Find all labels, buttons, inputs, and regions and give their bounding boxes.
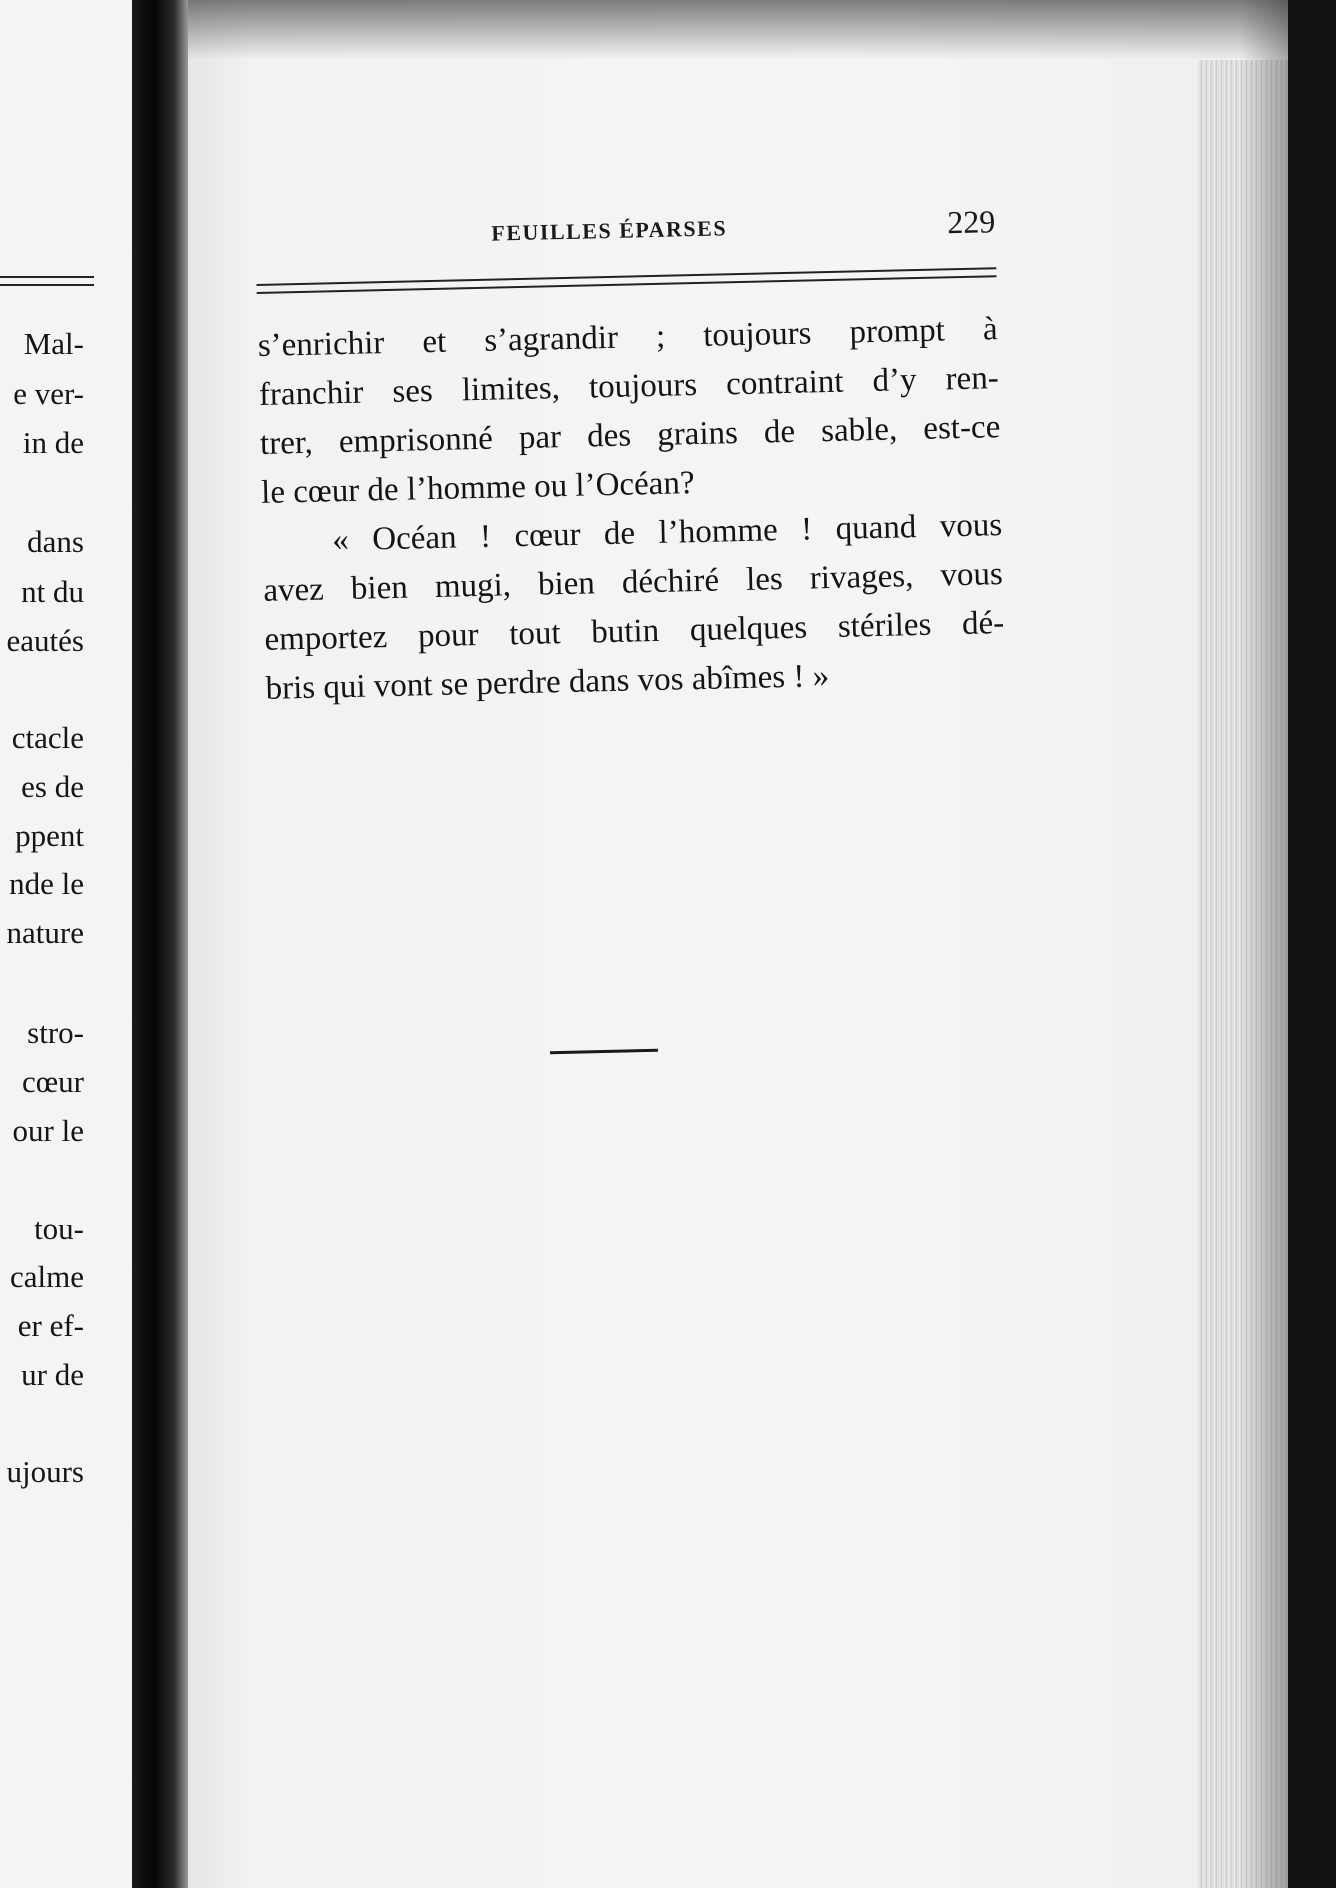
left-line: ctacle xyxy=(11,720,84,755)
left-line: stro- xyxy=(27,1015,84,1050)
left-header-rule xyxy=(0,276,94,286)
left-page xyxy=(0,0,132,1888)
text-line-content: le cœur de l’homme ou l’Océan? xyxy=(260,465,695,511)
book-gutter xyxy=(132,0,188,1888)
left-line: nt du xyxy=(21,574,84,609)
outer-shadow xyxy=(1240,0,1288,1888)
top-shadow xyxy=(188,0,1288,60)
left-line: cœur xyxy=(22,1064,84,1099)
text-line-content: bris qui vont se perdre dans vos abîmes ! » xyxy=(265,658,830,707)
left-line: eautés xyxy=(6,623,84,658)
text-line-content: franchir ses limites, toujours contraint d’y ren- xyxy=(258,360,1000,413)
left-line: Mal- xyxy=(23,326,84,361)
left-line: ujours xyxy=(6,1454,84,1489)
left-line: ppent xyxy=(15,818,84,853)
left-line: nde le xyxy=(9,866,84,901)
text-line-content: avez bien mugi, bien déchiré les rivages, vous xyxy=(263,556,1004,609)
page-content xyxy=(255,203,1006,714)
body-text xyxy=(257,305,1006,714)
left-line: our le xyxy=(12,1113,84,1148)
left-line: tou- xyxy=(34,1211,84,1246)
page-number: 229 xyxy=(946,203,996,241)
text-line-content: s’enrichir et s’agrandir ; toujours prompt à xyxy=(257,311,998,364)
text-line-content: trer, emprisonné par des grains de sable, est-ce xyxy=(259,409,1001,462)
left-line: nature xyxy=(6,915,84,950)
left-line: ur de xyxy=(21,1357,84,1392)
text-line-content: emportez pour tout butin quelques stériles dé- xyxy=(264,605,1005,658)
text-line-content: « Océan ! cœur de l’homme ! quand vous xyxy=(331,507,1003,559)
running-title: FEUILLES ÉPARSES xyxy=(491,215,728,246)
header-double-rule xyxy=(256,267,996,294)
left-line: e ver- xyxy=(13,376,84,411)
left-line: calme xyxy=(9,1259,84,1294)
left-line: er ef- xyxy=(17,1308,84,1343)
left-line: in de xyxy=(22,425,84,460)
left-line: es de xyxy=(21,769,84,804)
left-line: dans xyxy=(27,524,84,559)
